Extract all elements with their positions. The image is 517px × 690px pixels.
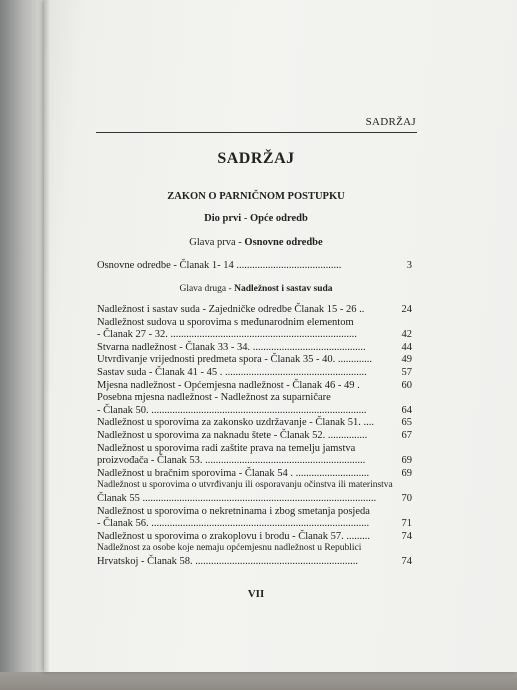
toc-entry [97,329,412,340]
chapter-name: Nadležnost i sastav suda [234,284,333,294]
toc-entry-text: Članak 55 ......................................................................................... [97,493,377,504]
toc-entry [97,317,412,328]
toc-entry-page: 57 [401,367,412,378]
toc-entry-text: Nadležnost u sporovima o zrakoplovu i brodu - Članak 57. ......... [97,530,370,542]
toc-entry [97,543,412,554]
page-number: VII [247,588,265,600]
toc-entry [97,468,412,479]
toc-entry [97,531,412,542]
toc-entry-page: 42 [401,329,412,341]
chapter-heading-2 [96,284,416,294]
chapter-separator: - [235,237,245,248]
toc-entry-text: Nadležnost i sastav suda - Zajedničke odredbe Članak 15 - 26 .. [97,304,365,315]
part-name: Opće odredb [249,213,308,224]
toc-entry [97,506,412,517]
toc-entry-text: Osnovne odredbe - Članak 1- 14 ........................................ [97,260,342,271]
toc-entry-text: - Članak 27 - 32. ....................................................................... [97,329,357,341]
page-title: SADRŽAJ [217,150,295,167]
chapter-heading-1 [96,237,416,248]
toc-entry-text: Nadležnost u sporovima radi zaštite prava na temelju jamstva [97,442,356,454]
book-spine [0,0,44,690]
toc-entry [97,354,412,365]
table-surface [0,672,517,690]
chapter-separator: - [226,284,235,294]
toc-entry [97,493,412,504]
toc-entry [97,556,412,567]
page-gutter-shadow [44,0,50,672]
law-title: ZAKON O PARNIČNOM POSTUPKU [167,191,345,202]
header-rule [96,132,417,133]
toc-entry-text: Nadležnost u sporovima za zakonsko uzdržavanje - Članak 51. .... [97,417,374,429]
toc-entry-text: Mjesna nadležnost - Općemjesna nadležnost - Članak 46 - 49 . [97,379,360,391]
toc-entry-page: 60 [401,379,412,391]
toc-entry-text: Nadležnost u sporovima o nekretninama i zbog smetanja posjeda [97,505,370,517]
toc-entry [97,518,412,529]
toc-entry-text: Nadležnost u sporovima o utvrđivanju ili osporavanju očinstva ili materinstva [97,480,393,491]
part-heading [96,213,416,224]
toc-entry-text: Stvarna nadležnost - Članak 33 - 34. ........................................... [97,341,366,353]
toc-entry-page: 64 [401,404,412,416]
toc-entry-page: 74 [401,556,412,567]
toc-entry [97,380,412,391]
toc-entry [97,455,412,466]
chapter-name: Osnovne odredbe [244,237,323,248]
toc-entry-page: 71 [401,518,412,530]
toc-entry-text: Posebna mjesna nadležnost - Nadležnost za suparničare [97,392,331,404]
part-label: Dio prvi [204,213,242,224]
toc-entry-text: - Članak 56. ................................................................................... [97,518,370,530]
toc-entry-page: 49 [401,354,412,366]
toc-entry-text: Nadležnost u sporovima za naknadu štete - Članak 52. ............... [97,430,368,441]
toc-entry-page: 65 [401,417,412,429]
toc-entry [97,260,412,271]
toc-entry-text: Hrvatskoj - Članak 58. .............................................................. [97,556,359,567]
toc-entry-page: 3 [406,260,412,271]
toc-entry-text: Utvrđivanje vrijednosti predmeta spora - Članak 35 - 40. ............. [97,354,372,366]
toc-entry-page: 70 [401,493,412,504]
toc-entry-page: 69 [401,467,412,479]
toc-entry [97,480,412,491]
toc-entry-text: Nadležnost sudova u sporovima s međunarodnim elementom [97,316,354,328]
toc-entry-page: 67 [401,430,412,441]
toc-entry-text: Nadležnost za osobe koje nemaju općemjesnu nadležnost u Republici [97,543,362,554]
toc-entry-page: 69 [401,455,412,467]
toc-entry-text: proizvođača - Članak 53. ............................................................. [97,455,366,467]
toc-entry [97,417,412,428]
toc-entry-text: - Članak 50. .................................................................................. [97,404,367,416]
chapter-label: Glava prva [189,237,236,248]
toc-entry [97,367,412,378]
toc-entry [97,304,412,315]
toc-entry-page: 44 [401,341,412,353]
toc-entry-text: Sastav suda - Članak 41 - 45 . ...................................................... [97,367,367,378]
toc-entry [97,392,412,403]
chapter-label: Glava druga [179,284,227,294]
toc-entry-text: Nadležnost u bračnim sporovima - Članak 54 . ............................ [97,467,370,479]
part-separator: - [241,213,250,224]
toc-entry [97,443,412,454]
toc-entry [97,430,412,441]
toc-entry-page: 74 [401,530,412,542]
running-head: SADRŽAJ [365,116,416,128]
toc-entry [97,342,412,353]
toc-entry-page: 24 [401,304,412,315]
toc-entry [97,405,412,416]
